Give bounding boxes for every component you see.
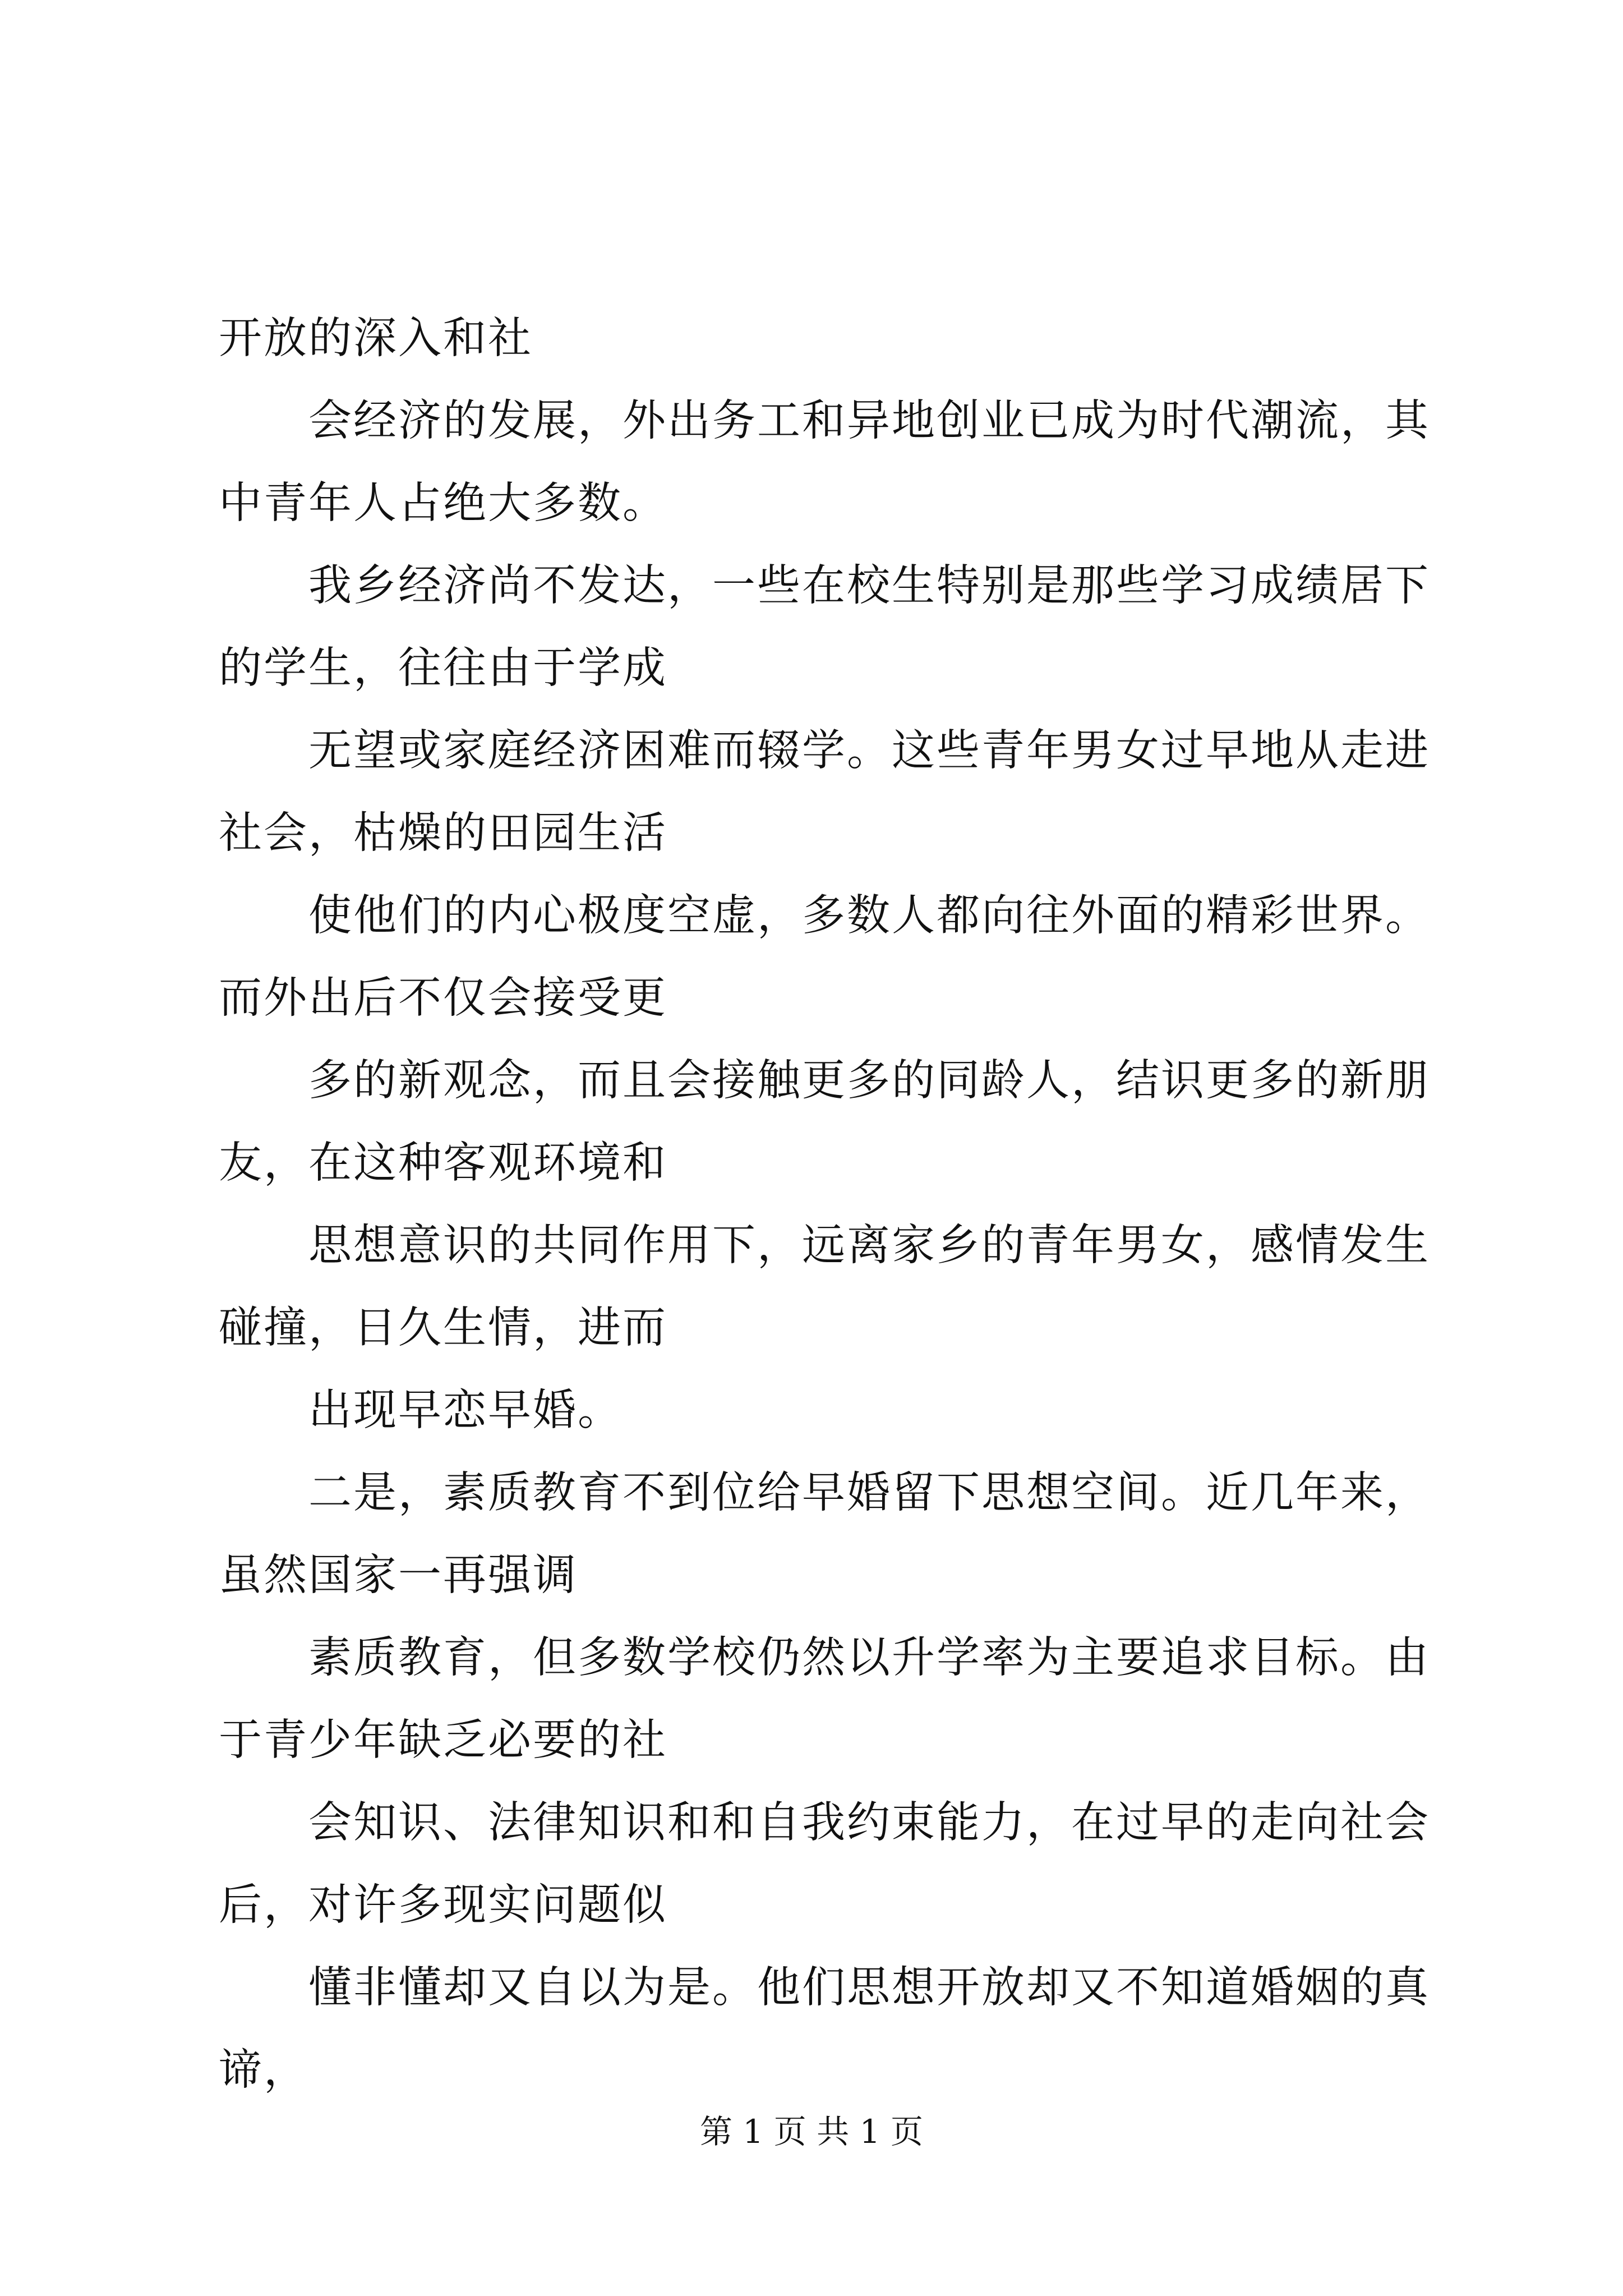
paragraph-7: 思想意识的共同作用下，远离家乡的青年男女，感情发生碰撞，日久生情，进而 — [219, 1221, 1430, 1353]
document-body — [219, 297, 1430, 2111]
paragraph-6: 多的新观念，而且会接触更多的同龄人，结识更多的新朋友，在这种客观环境和 — [219, 1056, 1430, 1188]
paragraph-12: 懂非懂却又自以为是。他们思想开放却又不知道婚姻的真谛， — [219, 1963, 1430, 2095]
page-footer — [0, 2109, 1623, 2154]
paragraph-11: 会知识、法律知识和和自我约束能力，在过早的走向社会后，对许多现实问题似 — [219, 1798, 1430, 1930]
paragraph-2: 会经济的发展，外出务工和异地创业已成为时代潮流，其中青年人占绝大多数。 — [219, 396, 1430, 528]
paragraph-10: 素质教育，但多数学校仍然以升学率为主要追求目标。由于青少年缺乏必要的社 — [219, 1633, 1430, 1765]
paragraph-9: 二是，素质教育不到位给早婚留下思想空间。近几年来，虽然国家一再强调 — [219, 1468, 1430, 1600]
paragraph-4: 无望或家庭经济困难而辍学。这些青年男女过早地从走进社会，枯燥的田园生活 — [219, 726, 1430, 858]
paragraph-1: 开放的深入和社 — [219, 314, 533, 364]
paragraph-5: 使他们的内心极度空虚，多数人都向往外面的精彩世界。而外出后不仅会接受更 — [219, 891, 1430, 1023]
paragraph-8: 出现早恋早婚。 — [308, 1386, 623, 1435]
paragraph-3: 我乡经济尚不发达，一些在校生特别是那些学习成绩居下的学生，往往由于学成 — [219, 561, 1430, 693]
page-number-label: 第 1 页 共 1 页 — [700, 2113, 923, 2151]
